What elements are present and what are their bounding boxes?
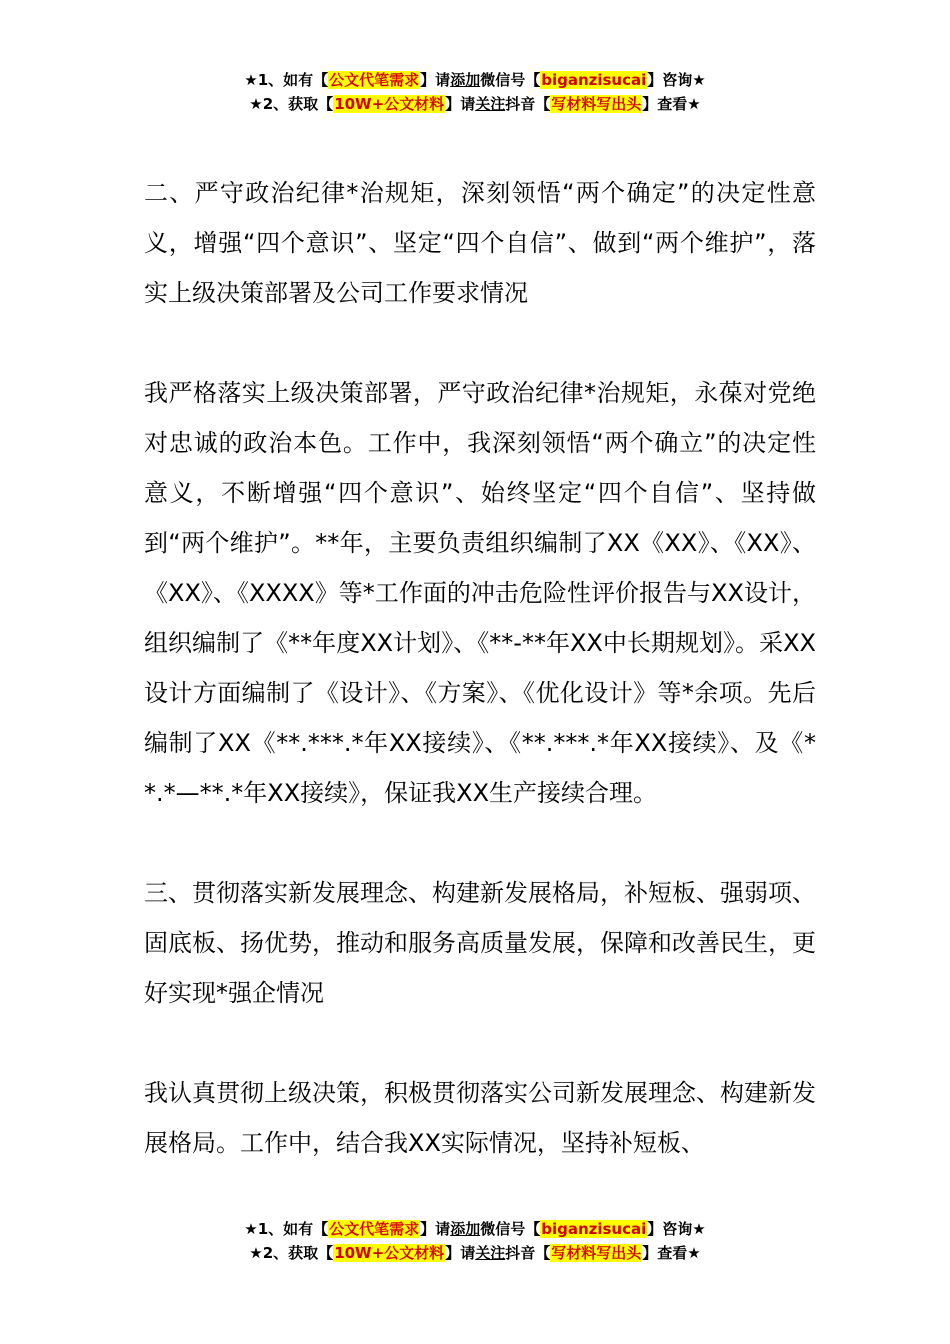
banner-line-1-suffix: 】咨询★	[647, 71, 706, 89]
document-body	[144, 168, 816, 1168]
footer-line-2-highlight-2: 写材料写出头	[551, 1244, 642, 1262]
banner-line-2-mid-2: 抖音【	[505, 95, 551, 113]
banner-line-1-mid-2: 微信号【	[480, 71, 541, 89]
banner-line-1-mid-1: 】请	[420, 71, 451, 89]
footer-line-1-mid-2: 微信号【	[480, 1220, 541, 1238]
banner-line-2	[0, 92, 950, 116]
footer-line-1-highlight-1: 公文代笔需求	[329, 1220, 420, 1238]
banner-line-1	[0, 68, 950, 92]
section-heading-3: 三、贯彻落实新发展理念、构建新发展格局，补短板、强弱项、固底板、扬优势，推动和服务高质量发展，保障和改善民生，更好实现*强企情况	[144, 879, 816, 1007]
body-paragraph-2: 我认真贯彻上级决策，积极贯彻落实公司新发展理念、构建新发展格局。工作中，结合我XX实际情况，坚持补短板、	[144, 1079, 816, 1157]
banner-line-2-prefix: ★2、获取【	[249, 95, 334, 113]
banner-line-1-underlined: 添加	[450, 71, 481, 89]
footer-line-2-prefix: ★2、获取【	[249, 1244, 334, 1262]
footer-line-2-underlined: 关注	[475, 1244, 506, 1262]
footer-line-2-suffix: 】查看★	[642, 1244, 701, 1262]
footer-banner-line-2	[0, 1241, 950, 1265]
footer-line-1-mid-1: 】请	[420, 1220, 451, 1238]
footer-line-2-mid-1: 】请	[445, 1244, 476, 1262]
banner-line-2-underlined: 关注	[475, 95, 506, 113]
footer-line-1-suffix: 】咨询★	[647, 1220, 706, 1238]
section-heading-2: 二、严守政治纪律*治规矩，深刻领悟“两个确定”的决定性意义，增强“四个意识”、坚定“四个自信”、做到“两个维护”，落实上级决策部署及公司工作要求情况	[144, 179, 816, 307]
footer-banner-line-1	[0, 1217, 950, 1241]
banner-line-1-highlight-1: 公文代笔需求	[329, 71, 420, 89]
footer-banner	[0, 1217, 950, 1265]
footer-line-2-highlight-1: 10W+公文材料	[334, 1244, 445, 1262]
header-banner	[0, 68, 950, 116]
footer-line-1-highlight-2: biganzisucai	[541, 1220, 647, 1238]
banner-line-2-suffix: 】查看★	[642, 95, 701, 113]
footer-line-1-underlined: 添加	[450, 1220, 481, 1238]
footer-line-2-mid-2: 抖音【	[505, 1244, 551, 1262]
banner-line-2-mid-1: 】请	[445, 95, 476, 113]
banner-line-2-highlight-2: 写材料写出头	[551, 95, 642, 113]
footer-line-1-prefix: ★1、如有【	[244, 1220, 329, 1238]
banner-line-1-highlight-2: biganzisucai	[541, 71, 647, 89]
banner-line-2-highlight-1: 10W+公文材料	[334, 95, 445, 113]
banner-line-1-prefix: ★1、如有【	[244, 71, 329, 89]
body-paragraph-1: 我严格落实上级决策部署，严守政治纪律*治规矩，永葆对党绝对忠诚的政治本色。工作中，我深刻领悟“两个确立”的决定性意义，不断增强“四个意识”、始终坚定“四个自信”、坚持做到“两个维护”。**年，主要负责组织编制了XX《XX》、《XX》、《XX》、《XXXX》等*工作面的冲击危险性评价报告与XX设计，组织编制了《**年度XX计划》、《**-**年XX中长期规划》。采XX设计方面编制了《设计》、《方案》、《优化设计》等*余项。先后编制了XX《**.***.*年XX接续》、《**.***.*年XX接续》、及《**.*—**.*年XX接续》，保证我XX生产接续合理。	[144, 379, 816, 807]
